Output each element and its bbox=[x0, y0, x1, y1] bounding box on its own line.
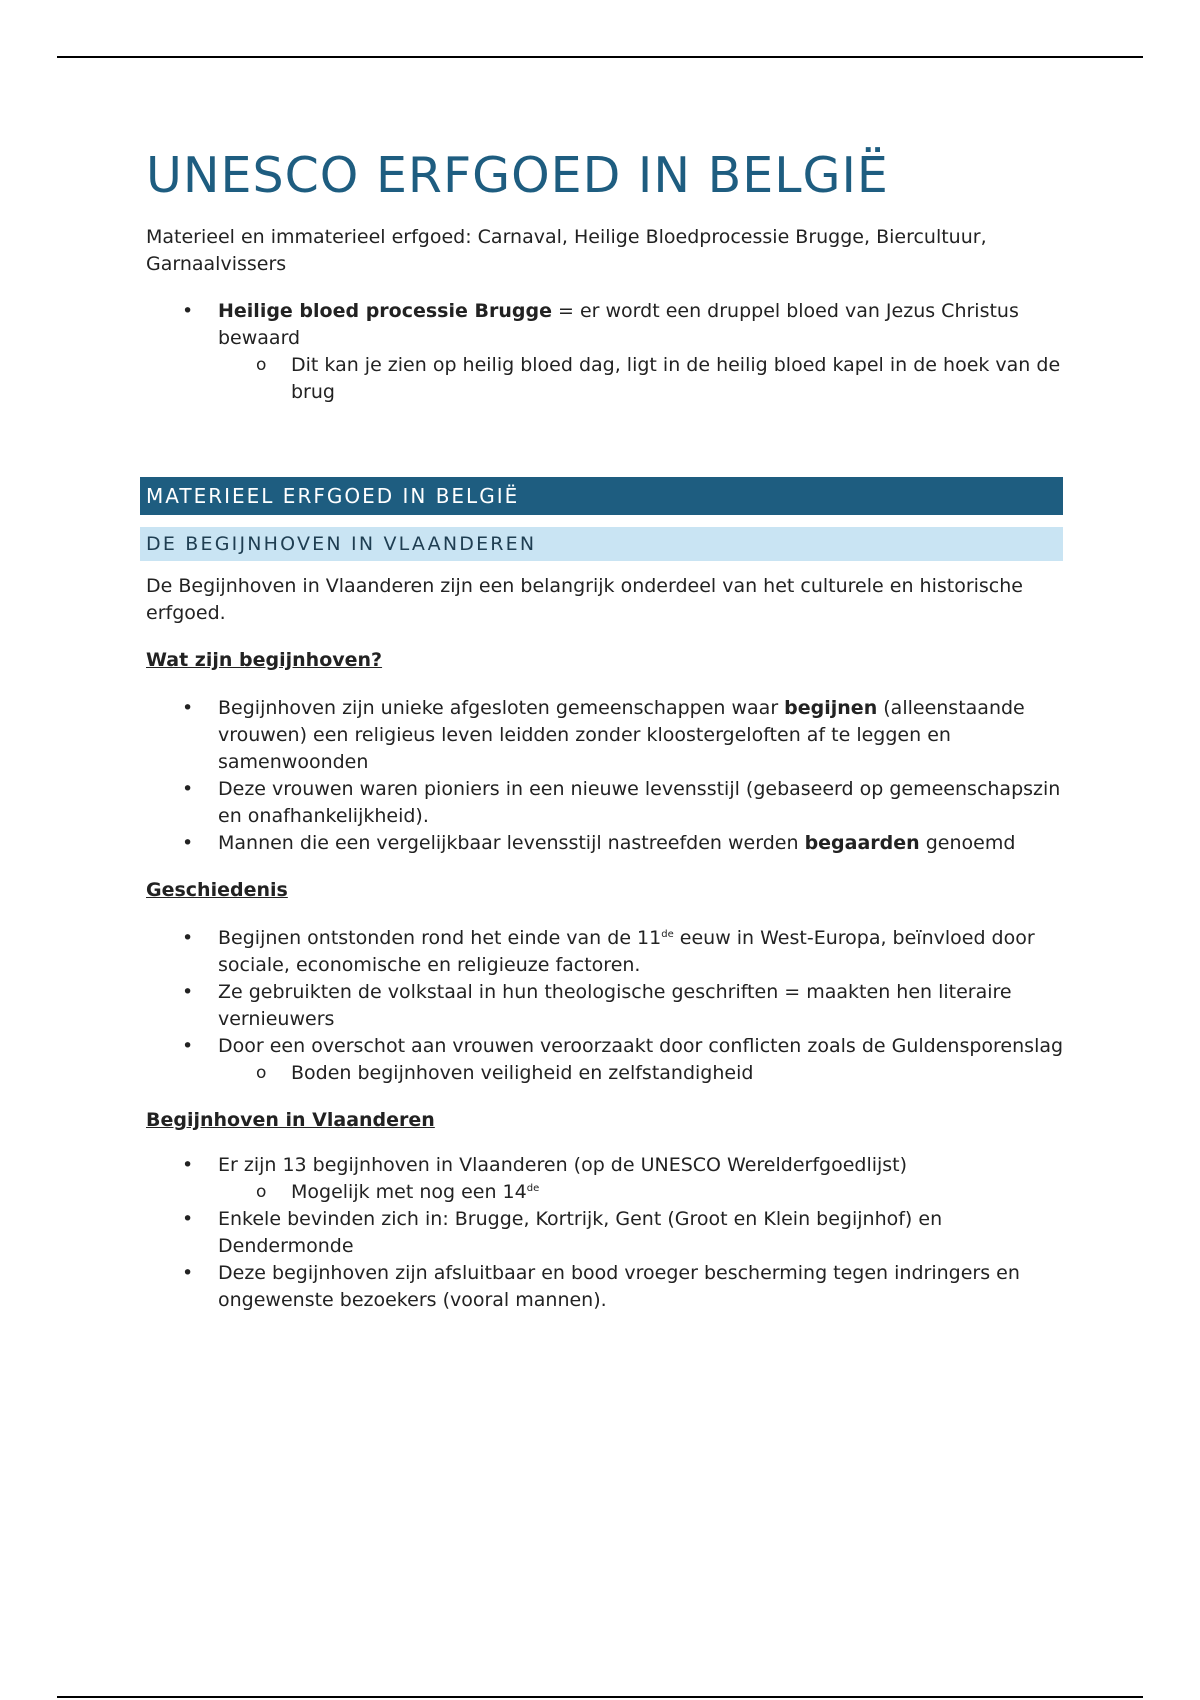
superscript: de bbox=[661, 929, 674, 940]
bullet-icon: • bbox=[182, 1262, 194, 1284]
subheading-geschiedenis: Geschiedenis bbox=[146, 879, 288, 901]
page-title: UNESCO ERFGOED IN BELGIË bbox=[146, 147, 889, 204]
list-item bbox=[146, 695, 1066, 776]
bullet-icon: • bbox=[182, 1208, 194, 1230]
sub-list bbox=[146, 1060, 1066, 1087]
superscript: de bbox=[526, 1183, 540, 1194]
document-body bbox=[146, 140, 1066, 1314]
circle-bullet-icon: o bbox=[256, 1063, 267, 1083]
item-text: eeuw in West-Europa, beïnvloed door sociale, economische en religieuze factoren. bbox=[218, 927, 1035, 976]
bold-term: Heilige bloed processie Brugge bbox=[218, 300, 552, 322]
item-text: Enkele bevinden zich in: Brugge, Kortrijk, Gent (Groot en Klein begijnhof) en Dendermonde bbox=[218, 1208, 943, 1257]
item-text: Boden begijnhoven veiligheid en zelfstandigheid bbox=[291, 1062, 754, 1084]
bullet-icon: • bbox=[182, 300, 194, 322]
item-text: Deze vrouwen waren pioniers in een nieuwe levensstijl (gebaseerd op gemeenschapszin en onafhankelijkheid). bbox=[218, 778, 1061, 827]
bold-term: begijnen bbox=[784, 697, 878, 719]
list-item bbox=[146, 925, 1066, 979]
footer-rule bbox=[57, 1696, 1143, 1698]
circle-bullet-icon: o bbox=[256, 1182, 267, 1202]
bullet-icon: • bbox=[182, 697, 194, 719]
list-item bbox=[146, 1206, 1066, 1260]
bullet-icon: • bbox=[182, 927, 194, 949]
item-text: Ze gebruikten de volkstaal in hun theologische geschriften = maakten hen literaire vernieuwers bbox=[218, 981, 1012, 1030]
intro-paragraph: Materieel en immaterieel erfgoed: Carnaval, Heilige Bloedprocessie Brugge, Biercultuur, Garnaalvissers bbox=[146, 226, 987, 275]
begijn-intro-paragraph: De Begijnhoven in Vlaanderen zijn een belangrijk onderdeel van het culturele en historische erfgoed. bbox=[146, 575, 1023, 624]
item-text: Begijnen ontstonden rond het einde van de 11 bbox=[218, 927, 662, 949]
sub-list-item bbox=[146, 1179, 1066, 1206]
list-item bbox=[146, 298, 1066, 406]
item-text: genoemd bbox=[919, 832, 1016, 854]
bullet-icon: • bbox=[182, 832, 194, 854]
bullet-icon: • bbox=[182, 1035, 194, 1057]
header-rule bbox=[57, 56, 1143, 58]
item-text: Deze begijnhoven zijn afsluitbaar en bood vroeger bescherming tegen indringers en ongewenste bezoekers (vooral mannen). bbox=[218, 1262, 1020, 1311]
sub-list bbox=[146, 352, 1066, 406]
sub-list bbox=[146, 1179, 1066, 1206]
list-item bbox=[146, 1152, 1066, 1206]
item-text: = er wordt een druppel bloed van Jezus Christus bewaard bbox=[218, 300, 1019, 349]
circle-bullet-icon: o bbox=[256, 355, 267, 375]
item-text: (alleenstaande vrouwen) een religieus leven leidden zonder kloostergeloften af te leggen en samenwoonden bbox=[218, 697, 1025, 773]
list-item bbox=[146, 776, 1066, 830]
section-heading-materieel: MATERIEEL ERFGOED IN BELGIË bbox=[140, 477, 1063, 515]
bold-term: begaarden bbox=[804, 832, 920, 854]
list-item bbox=[146, 1033, 1066, 1087]
list-item bbox=[146, 1260, 1066, 1314]
bullet-icon: • bbox=[182, 1154, 194, 1176]
list-item bbox=[146, 979, 1066, 1033]
bullet-icon: • bbox=[182, 981, 194, 1003]
subheading-vlaanderen: Begijnhoven in Vlaanderen bbox=[146, 1109, 435, 1131]
sub-list-item bbox=[146, 352, 1066, 406]
item-text: Dit kan je zien op heilig bloed dag, ligt in de heilig bloed kapel in de hoek van de brug bbox=[291, 354, 1061, 403]
geschiedenis-list bbox=[146, 925, 1066, 1087]
item-text: Er zijn 13 begijnhoven in Vlaanderen (op de UNESCO Werelderfgoedlijst) bbox=[218, 1154, 908, 1176]
bloed-list bbox=[146, 298, 1066, 406]
item-text: Begijnhoven zijn unieke afgesloten gemeenschappen waar bbox=[218, 697, 785, 719]
item-text: Door een overschot aan vrouwen veroorzaakt door conflicten zoals de Guldensporenslag bbox=[218, 1035, 1064, 1057]
subheading-wat: Wat zijn begijnhoven? bbox=[146, 649, 383, 671]
list-item bbox=[146, 830, 1066, 857]
bullet-icon: • bbox=[182, 778, 194, 800]
wat-list bbox=[146, 695, 1066, 857]
item-text: Mannen die een vergelijkbaar levensstijl nastreefden werden bbox=[218, 832, 805, 854]
vlaanderen-list bbox=[146, 1152, 1066, 1314]
section-heading-begijnhoven: DE BEGIJNHOVEN IN VLAANDEREN bbox=[140, 527, 1063, 561]
sub-list-item bbox=[146, 1060, 1066, 1087]
item-text: Mogelijk met nog een 14 bbox=[291, 1181, 527, 1203]
